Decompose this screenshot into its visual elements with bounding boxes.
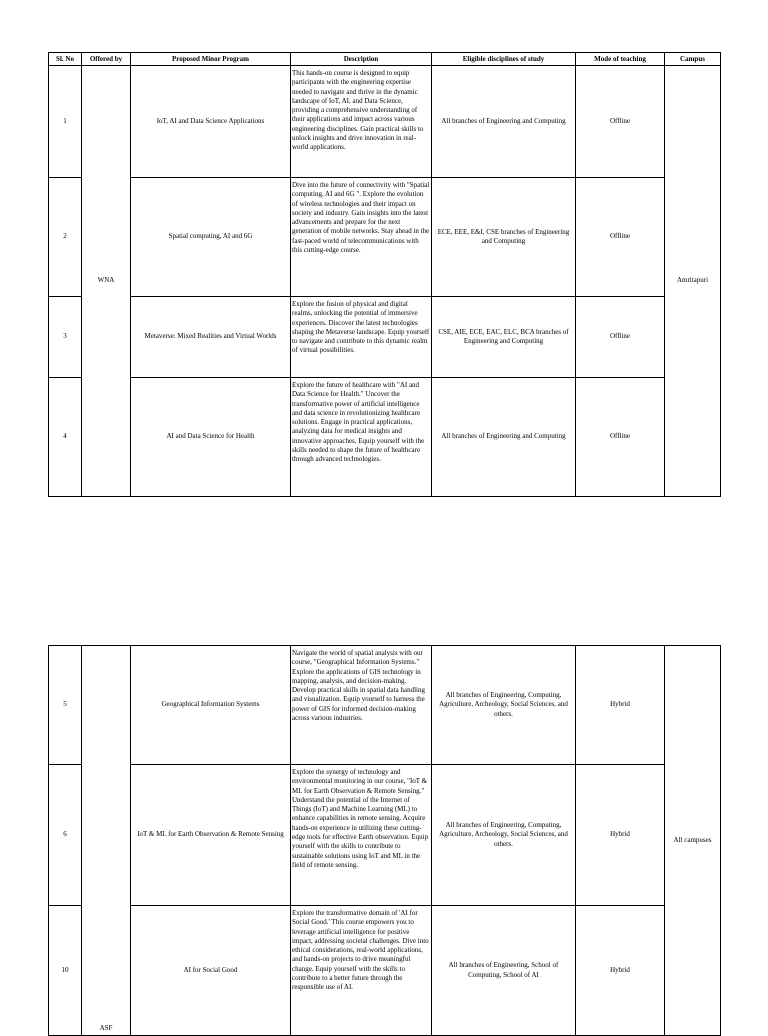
cell-description: Explore the transformative domain of 'AI for Social Good.' This course empowers you to leverage artificial intelligence for positive impact, addressing societal challenges. Dive into ethical considerations, real-world applications, and hands-on projects to drive meaningful change. Equip yourself with the skills to contribute to a better future through the responsible use of AI.: [291, 906, 432, 1036]
cell-eligible: All branches of Engineering, Computing, Agriculture, Archeology, Social Sciences, and others.: [432, 765, 576, 906]
cell-program: Geographical Information Systems: [131, 646, 291, 765]
cell-description: Explore the future of healthcare with "AI and Data Science for Health." Uncover the transformative power of artificial intelligence and data science in revolutionizing healthcare solutions. Engage in practical applications, analyzing data for medical insights and innovative approaches. Equip yourself with the skills needed to shape the future of healthcare through advanced technologies.: [291, 378, 432, 497]
cell-program: AI and Data Science for Health: [131, 378, 291, 497]
minor-programs-table-2: [48, 645, 721, 1036]
cell-program: IoT, AI and Data Science Applications: [131, 66, 291, 178]
cell-eligible: CSE, AIE, ECE, EAC, ELC, BCA branches of Engineering and Computing: [432, 297, 576, 378]
cell-sl-no: 4: [49, 378, 82, 497]
cell-mode: Hybrid: [576, 765, 665, 906]
cell-mode: Offline: [576, 297, 665, 378]
table-row: [49, 297, 721, 378]
table-row: [49, 765, 721, 906]
cell-sl-no: 1: [49, 66, 82, 178]
cell-campus: Amritapuri: [665, 66, 721, 497]
table-row: [49, 906, 721, 1036]
header-program: Proposed Minor Program: [131, 53, 291, 66]
cell-description: This hands-on course is designed to equip participants with the engineering expertise needed to navigate and thrive in the dynamic landscape of IoT, AI, and Data Science, providing a comprehensive understanding of their applications and impact across various engineering disciplines. Gain practical skills to unlock insights and drive innovation in real-world applications.: [291, 66, 432, 178]
cell-eligible: All branches of Engineering and Computing: [432, 378, 576, 497]
cell-description: Explore the synergy of technology and environmental monitoring in our course, "IoT & ML for Earth Observation & Remote Sensing." Understand the potential of the Internet of Things (IoT) and Machine Learning (ML) to enhance capabilities in remote sensing. Acquire hands-on experience in utilizing these cutting-edge tools for effective Earth observation. Equip yourself with the skills to contribute to sustainable solutions using IoT and ML in the field of remote sensing.: [291, 765, 432, 906]
cell-offered-by: WNA: [82, 66, 131, 497]
cell-sl-no: 5: [49, 646, 82, 765]
header-description: Description: [291, 53, 432, 66]
cell-mode: Hybrid: [576, 906, 665, 1036]
header-offered-by: Offered by: [82, 53, 131, 66]
cell-sl-no: 6: [49, 765, 82, 906]
cell-sl-no: 2: [49, 178, 82, 297]
cell-description: Explore the fusion of physical and digital realms, unlocking the potential of immersive experiences. Discover the latest technologies shaping the Metaverse landscape. Equip yourself to navigate and contribute to this dynamic realm of virtual possibilities.: [291, 297, 432, 378]
table-row: [49, 646, 721, 765]
cell-program: IoT & ML for Earth Observation & Remote Sensing: [131, 765, 291, 906]
table-row: [49, 66, 721, 178]
cell-description: Navigate the world of spatial analysis with our course, "Geographical Information Systems." Explore the applications of GIS technology in mapping, analysis, and decision-making. Develop practical skills in spatial data handling and visualization. Equip yourself to harness the power of GIS for informed decision-making across various industries.: [291, 646, 432, 765]
cell-mode: Offline: [576, 378, 665, 497]
minor-programs-table-1: [48, 52, 721, 497]
cell-sl-no: 10: [49, 906, 82, 1036]
header-mode: Mode of teaching: [576, 53, 665, 66]
cell-mode: Offline: [576, 66, 665, 178]
cell-description: Dive into the future of connectivity with "Spatial computing, AI and 6G ". Explore the evolution of wireless technologies and their impact on society and industry. Gain insights into the latest advancements and prepare for the next generation of mobile networks. Stay ahead in the fast-paced world of telecommunications with this cutting-edge course.: [291, 178, 432, 297]
cell-offered-by: ASF: [82, 646, 131, 1036]
header-sl-no: Sl. No: [49, 53, 82, 66]
cell-mode: Hybrid: [576, 646, 665, 765]
table-row: [49, 378, 721, 497]
cell-program: AI for Social Good: [131, 906, 291, 1036]
table-header-row: [49, 53, 721, 66]
cell-eligible: All branches of Engineering, School of Computing, School of AI: [432, 906, 576, 1036]
header-campus: Campus: [665, 53, 721, 66]
cell-program: Spatial computing, AI and 6G: [131, 178, 291, 297]
cell-program: Metaverse: Mixed Realities and Virtual Worlds: [131, 297, 291, 378]
cell-eligible: ECE, EEE, E&I, CSE branches of Engineering and Computing: [432, 178, 576, 297]
cell-sl-no: 3: [49, 297, 82, 378]
header-eligible: Eligible disciplines of study: [432, 53, 576, 66]
cell-campus: All campuses: [665, 646, 721, 1036]
table-row: [49, 178, 721, 297]
cell-eligible: All branches of Engineering and Computing: [432, 66, 576, 178]
cell-mode: Offline: [576, 178, 665, 297]
cell-eligible: All branches of Engineering, Computing, Agriculture, Archeology, Social Sciences, and others.: [432, 646, 576, 765]
